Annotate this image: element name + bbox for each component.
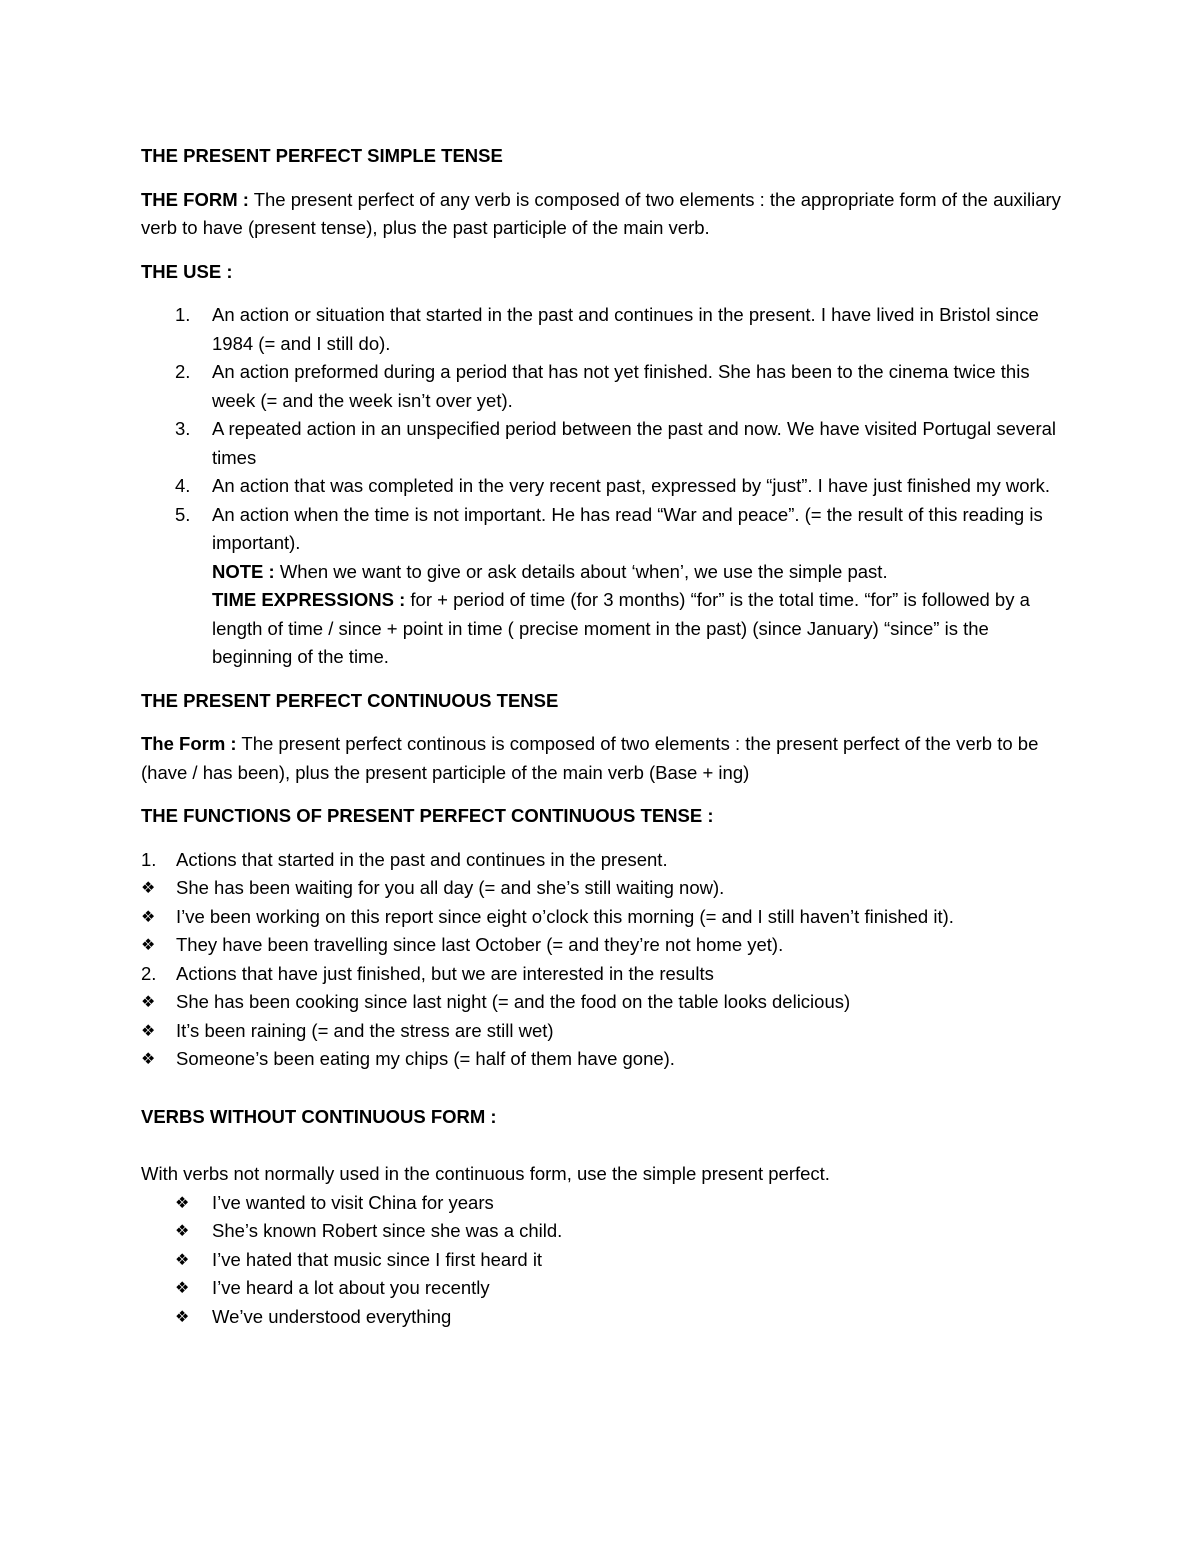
list-item-text: She has been waiting for you all day (= and she’s still waiting now).	[176, 877, 725, 898]
functions-heading: THE FUNCTIONS OF PRESENT PERFECT CONTINUOUS TENSE :	[141, 805, 714, 826]
diamond-bullet-icon: ❖	[175, 1249, 190, 1269]
list-marker: 1.	[175, 304, 191, 325]
section2-heading: THE PRESENT PERFECT CONTINUOUS TENSE	[141, 689, 559, 711]
list-item-text: It’s been raining (= and the stress are still wet)	[176, 1019, 554, 1041]
diamond-bullet-icon: ❖	[141, 878, 156, 897]
note-label: NOTE :	[212, 560, 275, 582]
list-marker: 5.	[175, 503, 191, 525]
diamond-bullet-icon: ❖	[175, 1278, 190, 1297]
diamond-bullet-icon: ❖	[141, 992, 156, 1011]
diamond-bullet-icon: ❖	[175, 1221, 190, 1240]
form-text: The present perfect continous is composed of two elements : the present perfect of the verb to be (have / has been), plus the present participle of the main verb (Base + ing)	[141, 733, 1039, 783]
list-item-text: An action preformed during a period that has not yet finished. She has been to the cinema twice this week (= and the week isn’t over yet).	[212, 361, 1030, 411]
use-heading: THE USE :	[141, 260, 233, 282]
list-marker: 1.	[141, 848, 157, 870]
list-item-text: I’ve been working on this report since eight o’clock this morning (= and I still haven’t finished it).	[176, 905, 954, 927]
list-item	[141, 415, 1071, 472]
form-label: The Form :	[141, 733, 237, 754]
functions-list	[141, 846, 1071, 1074]
note-paragraph	[141, 558, 1071, 587]
section2-form-paragraph	[141, 730, 1071, 787]
document-page	[141, 142, 1071, 1331]
list-item-text: Actions that have just finished, but we are interested in the results	[176, 962, 714, 984]
list-item	[141, 1246, 1071, 1275]
list-item-text: An action when the time is not important. He has read “War and peace”. (= the result of this reading is important).	[212, 503, 1043, 553]
list-item	[141, 1189, 1071, 1218]
list-item-text: I’ve wanted to visit China for years	[212, 1191, 494, 1213]
time-expressions-text: for + period of time (for 3 months) “for” is the total time. “for” is followed by a length of time / since + point in time ( precise moment in the past) (since January) “since” is the beginning of the time.	[212, 589, 1030, 667]
list-item	[141, 1017, 1071, 1046]
list-item	[141, 301, 1071, 358]
list-item-text: They have been travelling since last October (= and they’re not home yet).	[176, 934, 784, 955]
examples-list	[141, 1189, 1071, 1332]
form-label: THE FORM :	[141, 188, 249, 210]
list-item	[141, 846, 1071, 875]
diamond-bullet-icon: ❖	[175, 1306, 190, 1326]
section3-intro: With verbs not normally used in the continuous form, use the simple present perfect.	[141, 1163, 830, 1184]
list-item-text: Someone’s been eating my chips (= half of them have gone).	[176, 1048, 675, 1069]
list-item	[141, 501, 1071, 558]
list-item-text: Actions that started in the past and continues in the present.	[176, 848, 668, 870]
list-item	[141, 988, 1071, 1017]
diamond-bullet-icon: ❖	[141, 1020, 156, 1040]
list-item	[141, 1217, 1071, 1246]
diamond-bullet-icon: ❖	[175, 1192, 190, 1212]
list-item	[141, 358, 1071, 415]
list-marker: 2.	[175, 361, 191, 382]
time-expressions-label: TIME EXPRESSIONS :	[212, 589, 406, 610]
list-item	[141, 472, 1071, 501]
time-expressions-paragraph	[141, 586, 1071, 672]
list-item-text: We’ve understood everything	[212, 1305, 452, 1327]
diamond-bullet-icon: ❖	[141, 906, 156, 926]
list-item-text: I’ve heard a lot about you recently	[212, 1277, 490, 1298]
list-marker: 3.	[175, 418, 191, 439]
list-item-text: I’ve hated that music since I first heard it	[212, 1248, 543, 1270]
list-item	[141, 960, 1071, 989]
diamond-bullet-icon: ❖	[141, 935, 156, 954]
list-marker: 4.	[175, 475, 191, 496]
section1-form-paragraph	[141, 186, 1071, 243]
section1-heading: THE PRESENT PERFECT SIMPLE TENSE	[141, 145, 503, 166]
list-item	[141, 1274, 1071, 1303]
list-item	[141, 874, 1071, 903]
section3-heading: VERBS WITHOUT CONTINUOUS FORM :	[141, 1105, 497, 1127]
form-text: The present perfect of any verb is composed of two elements : the appropriate form of the auxiliary verb to have (present tense), plus the past participle of the main verb.	[141, 188, 1061, 238]
list-item-text: An action that was completed in the very recent past, expressed by “just”. I have just finished my work.	[212, 475, 1051, 496]
list-marker: 2.	[141, 962, 157, 984]
list-item-text: She’s known Robert since she was a child.	[212, 1220, 563, 1241]
list-item-text: A repeated action in an unspecified period between the past and now. We have visited Portugal several times	[212, 418, 1057, 468]
list-item	[141, 1045, 1071, 1074]
use-list	[141, 301, 1071, 672]
list-item-text: She has been cooking since last night (= and the food on the table looks delicious)	[176, 991, 851, 1012]
note-text: When we want to give or ask details about ‘when’, we use the simple past.	[274, 560, 888, 582]
list-item-text: An action or situation that started in the past and continues in the present. I have lived in Bristol since 1984 (= and I still do).	[212, 304, 1039, 354]
list-item	[141, 1303, 1071, 1332]
list-item	[141, 903, 1071, 932]
list-item	[141, 931, 1071, 960]
diamond-bullet-icon: ❖	[141, 1049, 156, 1068]
